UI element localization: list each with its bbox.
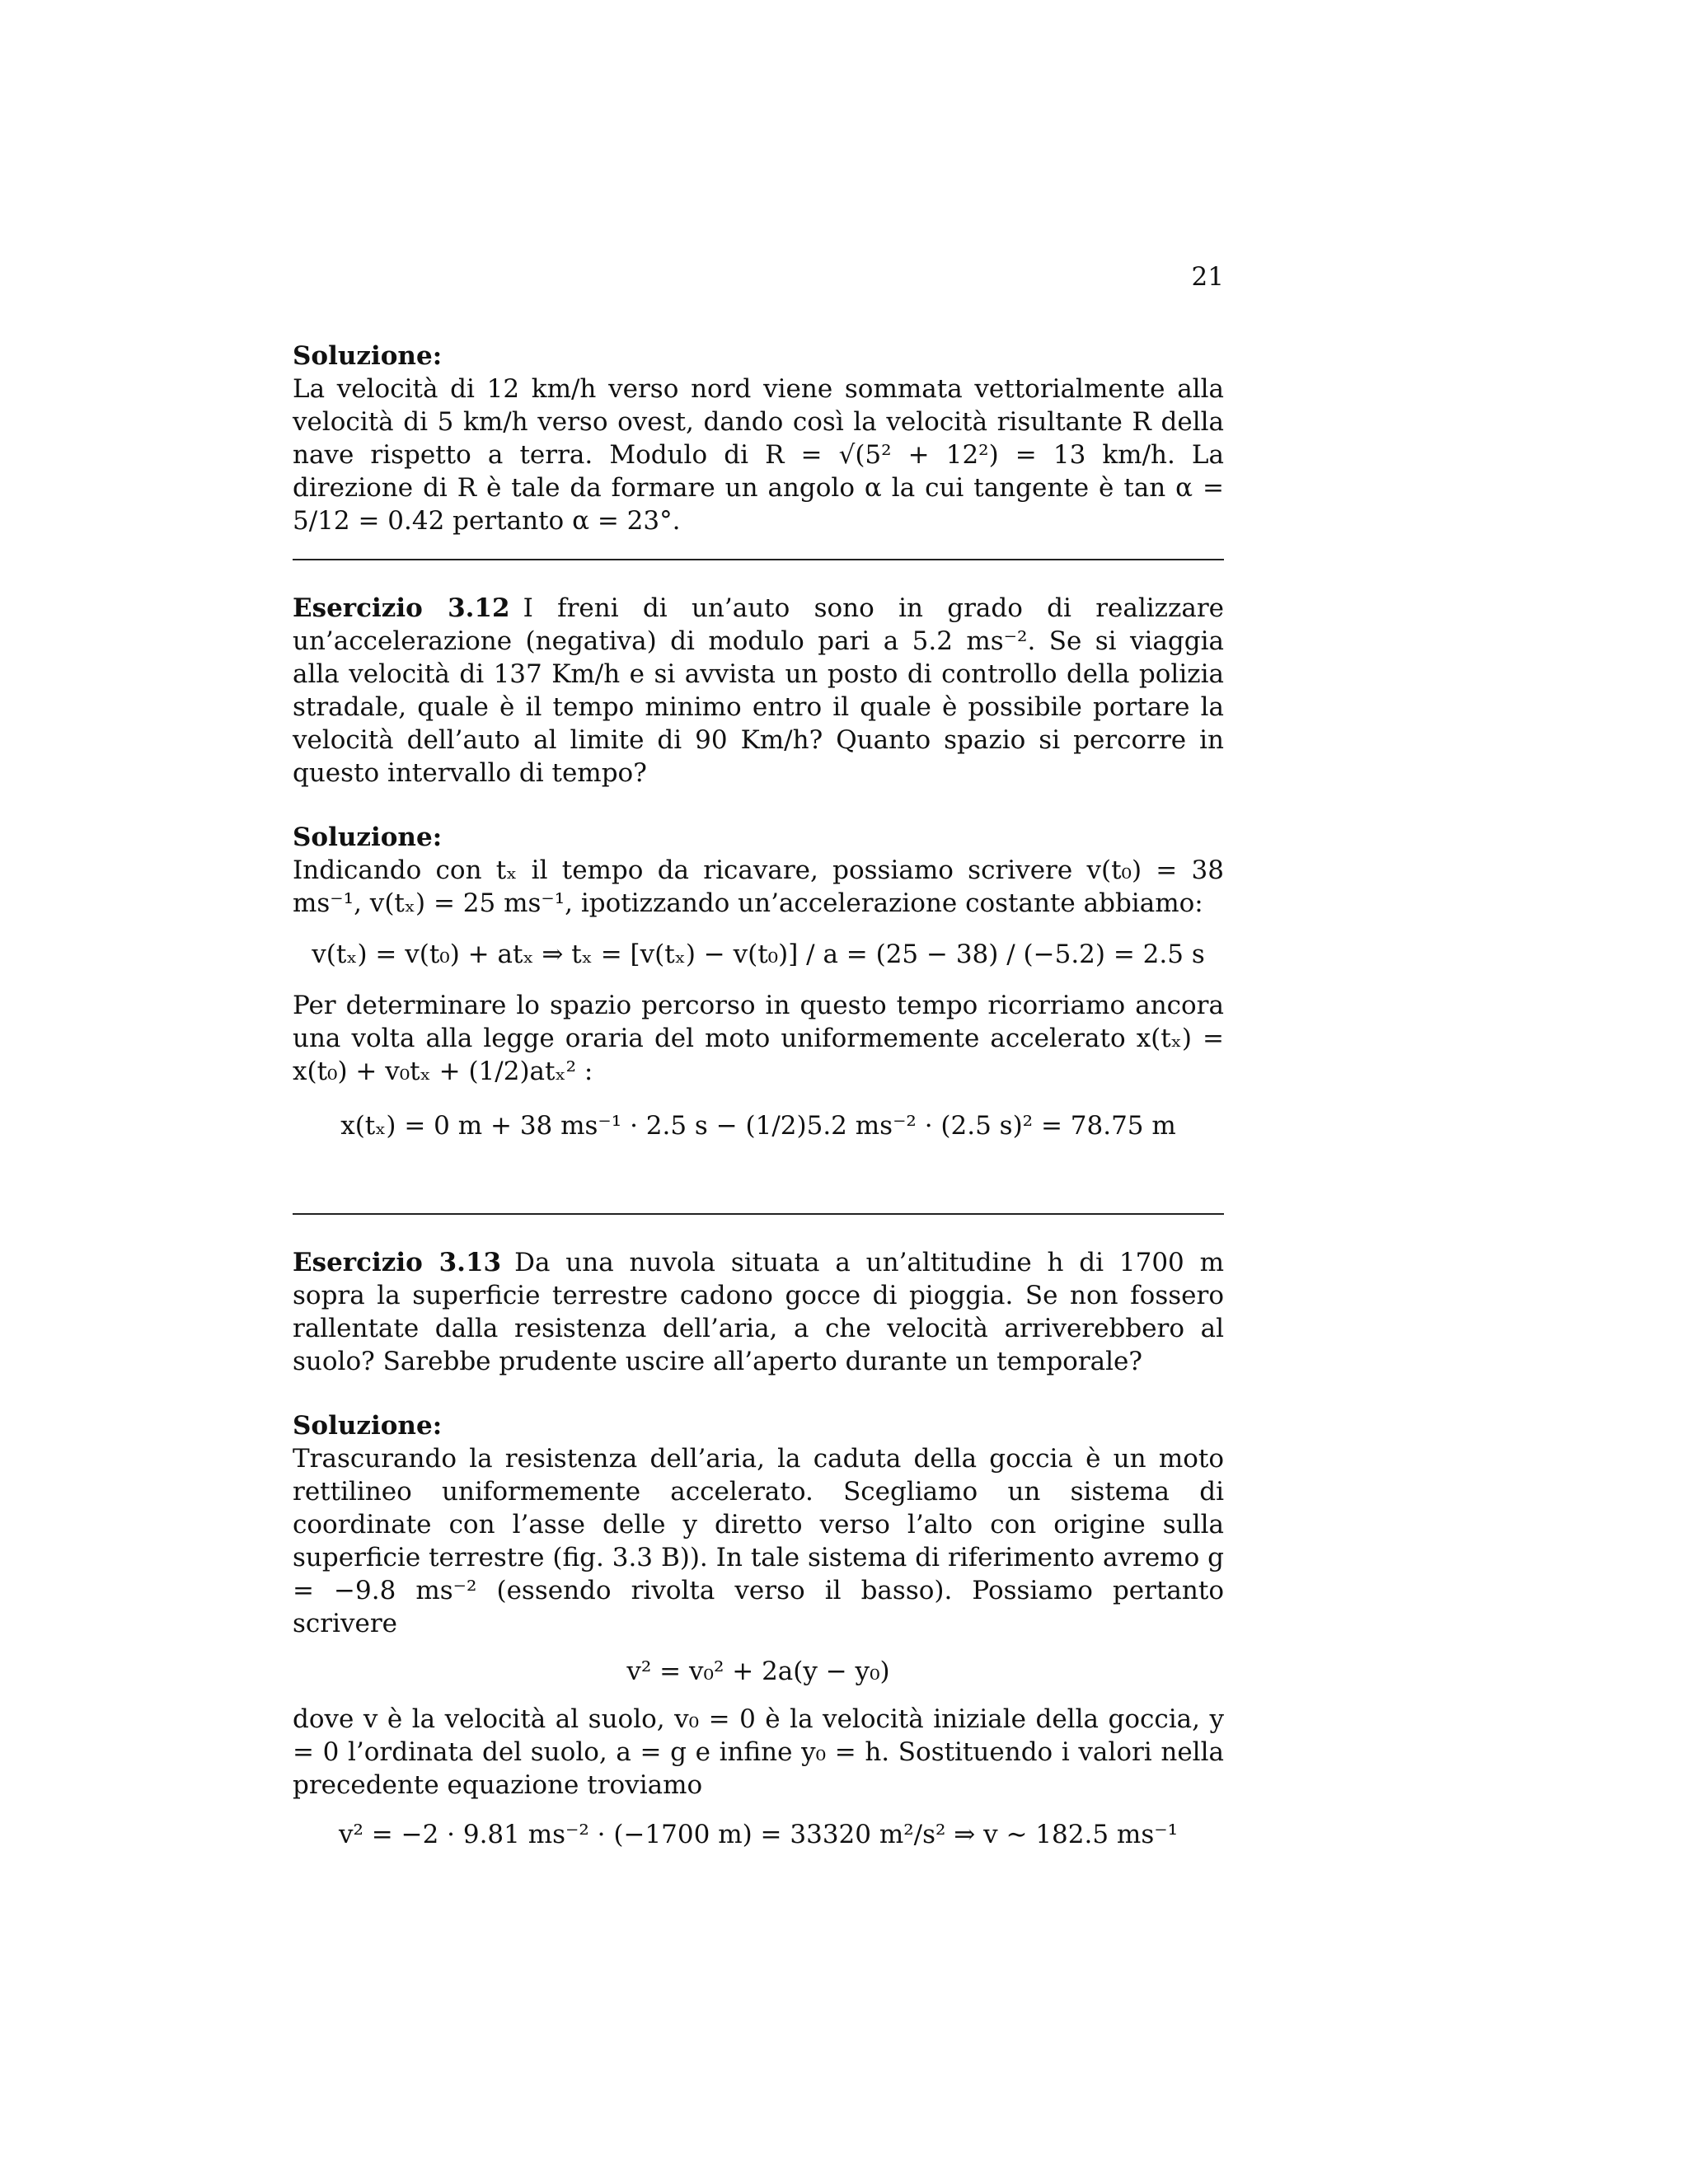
exercise-text: I freni di un’auto sono in grado di realizzare un’accelerazione (negativa) di modulo pari a 5.2 ms⁻². Se si viaggia alla velocità di 137 Km/h e si avvista un posto di controllo della polizia stradale, quale è il tempo minimo entro il quale è possibile portare la velocità dell’auto al limite di 90 Km/h? Quanto spazio si percorre in questo intervallo di tempo? bbox=[293, 593, 1224, 788]
solution-paragraph: Trascurando la resistenza dell’aria, la caduta della goccia è un moto rettilineo uniformemente accelerato. Scegliamo un sistema di coordinate con l’asse delle y diretto verso l’alto con origine sulla superficie terrestre (fig. 3.3 B)). In tale sistema di riferimento avremo g = −9.8 ms⁻² (essendo rivolta verso il basso). Possiamo pertanto scrivere bbox=[293, 1444, 1224, 1638]
exercise-3-12 bbox=[293, 592, 1224, 790]
equation: v² = v₀² + 2a(y − y₀) bbox=[626, 1657, 890, 1686]
exercise-label: Esercizio 3.12 bbox=[293, 593, 510, 623]
solution-paragraph: dove v è la velocità al suolo, v₀ = 0 è la velocità iniziale della goccia, y = 0 l’ordinata del suolo, a = g e infine y₀ = h. Sostituendo i valori nella precedente equazione troviamo bbox=[293, 1704, 1224, 1800]
solution-paragraph: Indicando con tₓ il tempo da ricavare, possiamo scrivere v(t₀) = 38 ms⁻¹, v(tₓ) = 25 ms⁻¹, ipotizzando un’accelerazione costante abbiamo: bbox=[293, 855, 1224, 918]
text-column bbox=[293, 340, 1224, 1851]
solution-paragraph: La velocità di 12 km/h verso nord viene sommata vettorialmente alla velocità di 5 km/h verso ovest, dando così la velocità risultante R della nave rispetto a terra. Modulo di R = √(5² + 12²) = 13 km/h. La direzione di R è tale da formare un angolo α la cui tangente è tan α = 5/12 = 0.42 pertanto α = 23°. bbox=[293, 374, 1224, 536]
solution-heading: Soluzione: bbox=[293, 1411, 443, 1441]
solution-paragraph: Per determinare lo spazio percorso in questo tempo ricorriamo ancora una volta alla legge oraria del moto uniformemente accelerato x(tₓ) = x(t₀) + v₀tₓ + (1/2)atₓ² : bbox=[293, 991, 1224, 1086]
exercise-3-13 bbox=[293, 1246, 1224, 1378]
page-number: 21 bbox=[1191, 262, 1224, 292]
exercise-text: Da una nuvola situata a un’altitudine h di 1700 m sopra la superficie terrestre cadono gocce di pioggia. Se non fossero rallentate dalla resistenza dell’aria, a che velocità arriverebbero al suolo? Sarebbe prudente uscire all’aperto durante un temporale? bbox=[293, 1248, 1225, 1376]
exercise-label: Esercizio 3.13 bbox=[293, 1248, 502, 1277]
equation: v(tₓ) = v(t₀) + atₓ ⇒ tₓ = [v(tₓ) − v(t₀)] / a = (25 − 38) / (−5.2) = 2.5 s bbox=[312, 940, 1205, 969]
solution-heading: Soluzione: bbox=[293, 823, 443, 852]
equation: v² = −2 · 9.81 ms⁻² · (−1700 m) = 33320 m²/s² ⇒ v ∼ 182.5 ms⁻¹ bbox=[338, 1820, 1179, 1849]
solution-heading: Soluzione: bbox=[293, 341, 443, 371]
equation: x(tₓ) = 0 m + 38 ms⁻¹ · 2.5 s − (1/2)5.2 ms⁻² · (2.5 s)² = 78.75 m bbox=[340, 1111, 1176, 1141]
